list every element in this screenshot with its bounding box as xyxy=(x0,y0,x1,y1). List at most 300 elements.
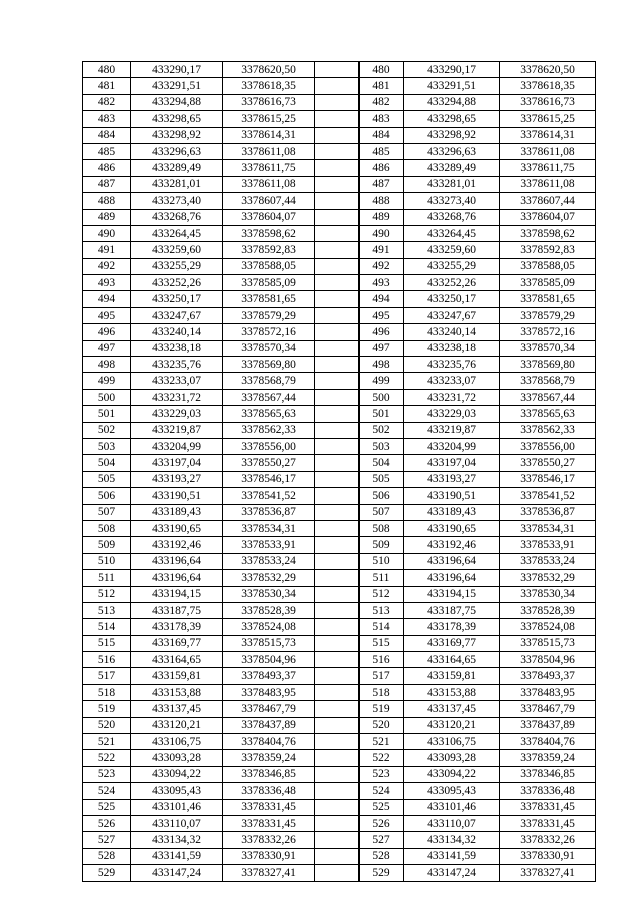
left-x-coordinate-cell: 433094,22 xyxy=(131,766,223,782)
right-point-number-cell: 515 xyxy=(359,635,404,651)
right-y-coordinate-cell: 3378611,08 xyxy=(500,176,596,192)
right-point-number-cell: 527 xyxy=(359,832,404,848)
empty-cell xyxy=(315,520,360,536)
left-y-coordinate-cell: 3378330,91 xyxy=(223,848,315,864)
left-y-coordinate-cell: 3378532,29 xyxy=(223,570,315,586)
right-point-number-cell: 519 xyxy=(359,701,404,717)
left-x-coordinate-cell: 433106,75 xyxy=(131,734,223,750)
left-point-number-cell: 529 xyxy=(83,865,131,881)
table-row xyxy=(359,422,596,438)
right-x-coordinate-cell: 433189,43 xyxy=(404,504,500,520)
left-y-coordinate-cell: 3378336,48 xyxy=(223,783,315,799)
table-row xyxy=(359,750,596,766)
table-row xyxy=(83,570,360,586)
table-row xyxy=(83,389,360,405)
right-x-coordinate-cell: 433178,39 xyxy=(404,619,500,635)
table-row xyxy=(359,258,596,274)
table-row xyxy=(83,766,360,782)
empty-cell xyxy=(315,373,360,389)
table-row xyxy=(359,570,596,586)
table-row xyxy=(359,193,596,209)
left-point-number-cell: 505 xyxy=(83,471,131,487)
right-x-coordinate-cell: 433294,88 xyxy=(404,94,500,110)
right-y-coordinate-cell: 3378524,08 xyxy=(500,619,596,635)
left-point-number-cell: 524 xyxy=(83,783,131,799)
right-point-number-cell: 493 xyxy=(359,275,404,291)
empty-cell xyxy=(315,209,360,225)
left-x-coordinate-cell: 433233,07 xyxy=(131,373,223,389)
right-x-coordinate-cell: 433233,07 xyxy=(404,373,500,389)
right-y-coordinate-cell: 3378404,76 xyxy=(500,734,596,750)
empty-cell xyxy=(315,471,360,487)
right-y-coordinate-cell: 3378536,87 xyxy=(500,504,596,520)
left-x-coordinate-cell: 433219,87 xyxy=(131,422,223,438)
table-row xyxy=(359,734,596,750)
right-y-coordinate-cell: 3378604,07 xyxy=(500,209,596,225)
left-y-coordinate-cell: 3378437,89 xyxy=(223,717,315,733)
right-y-coordinate-cell: 3378579,29 xyxy=(500,307,596,323)
right-x-coordinate-cell: 433264,45 xyxy=(404,225,500,241)
left-y-coordinate-cell: 3378570,34 xyxy=(223,340,315,356)
right-point-number-cell: 504 xyxy=(359,455,404,471)
right-x-coordinate-cell: 433219,87 xyxy=(404,422,500,438)
right-y-coordinate-cell: 3378585,09 xyxy=(500,275,596,291)
right-x-coordinate-cell: 433147,24 xyxy=(404,865,500,881)
right-x-coordinate-cell: 433235,76 xyxy=(404,357,500,373)
table-row xyxy=(359,307,596,323)
right-point-number-cell: 524 xyxy=(359,783,404,799)
right-x-coordinate-cell: 433289,49 xyxy=(404,160,500,176)
left-point-number-cell: 481 xyxy=(83,78,131,94)
right-y-coordinate-cell: 3378533,24 xyxy=(500,553,596,569)
empty-cell xyxy=(315,799,360,815)
left-point-number-cell: 522 xyxy=(83,750,131,766)
right-y-coordinate-cell: 3378528,39 xyxy=(500,602,596,618)
table-row xyxy=(83,799,360,815)
left-point-number-cell: 488 xyxy=(83,193,131,209)
table-row xyxy=(83,701,360,717)
table-row xyxy=(359,619,596,635)
left-point-number-cell: 520 xyxy=(83,717,131,733)
right-point-number-cell: 485 xyxy=(359,143,404,159)
empty-cell xyxy=(315,734,360,750)
right-point-number-cell: 500 xyxy=(359,389,404,405)
left-point-number-cell: 506 xyxy=(83,488,131,504)
table-row xyxy=(359,455,596,471)
empty-cell xyxy=(315,160,360,176)
table-row xyxy=(359,94,596,110)
empty-cell xyxy=(315,258,360,274)
table-row xyxy=(359,865,596,881)
left-point-number-cell: 508 xyxy=(83,520,131,536)
left-x-coordinate-cell: 433197,04 xyxy=(131,455,223,471)
right-y-coordinate-cell: 3378598,62 xyxy=(500,225,596,241)
left-point-number-cell: 528 xyxy=(83,848,131,864)
right-y-coordinate-cell: 3378607,44 xyxy=(500,193,596,209)
empty-cell xyxy=(315,848,360,864)
right-x-coordinate-cell: 433197,04 xyxy=(404,455,500,471)
empty-cell xyxy=(315,422,360,438)
left-point-number-cell: 519 xyxy=(83,701,131,717)
right-point-number-cell: 517 xyxy=(359,668,404,684)
left-y-coordinate-cell: 3378515,73 xyxy=(223,635,315,651)
right-point-number-cell: 483 xyxy=(359,111,404,127)
left-y-coordinate-cell: 3378528,39 xyxy=(223,602,315,618)
right-point-number-cell: 509 xyxy=(359,537,404,553)
left-point-number-cell: 502 xyxy=(83,422,131,438)
left-point-number-cell: 510 xyxy=(83,553,131,569)
left-y-coordinate-cell: 3378569,80 xyxy=(223,357,315,373)
right-point-number-cell: 503 xyxy=(359,438,404,454)
right-x-coordinate-cell: 433110,07 xyxy=(404,815,500,831)
table-row xyxy=(83,652,360,668)
left-point-number-cell: 517 xyxy=(83,668,131,684)
left-y-coordinate-cell: 3378546,17 xyxy=(223,471,315,487)
left-point-number-cell: 483 xyxy=(83,111,131,127)
table-row xyxy=(83,160,360,176)
right-point-number-cell: 490 xyxy=(359,225,404,241)
empty-cell xyxy=(315,438,360,454)
table-row xyxy=(359,488,596,504)
left-y-coordinate-cell: 3378607,44 xyxy=(223,193,315,209)
left-y-coordinate-cell: 3378467,79 xyxy=(223,701,315,717)
left-x-coordinate-cell: 433159,81 xyxy=(131,668,223,684)
left-point-number-cell: 486 xyxy=(83,160,131,176)
left-x-coordinate-cell: 433153,88 xyxy=(131,684,223,700)
left-x-coordinate-cell: 433141,59 xyxy=(131,848,223,864)
coordinates-table-right xyxy=(358,61,596,882)
table-row xyxy=(359,143,596,159)
left-y-coordinate-cell: 3378618,35 xyxy=(223,78,315,94)
left-x-coordinate-cell: 433192,46 xyxy=(131,537,223,553)
left-y-coordinate-cell: 3378536,87 xyxy=(223,504,315,520)
table-row xyxy=(359,406,596,422)
left-point-number-cell: 491 xyxy=(83,242,131,258)
table-row xyxy=(83,783,360,799)
left-point-number-cell: 489 xyxy=(83,209,131,225)
table-row xyxy=(359,717,596,733)
right-x-coordinate-cell: 433093,28 xyxy=(404,750,500,766)
empty-cell xyxy=(315,94,360,110)
left-y-coordinate-cell: 3378550,27 xyxy=(223,455,315,471)
right-x-coordinate-cell: 433190,51 xyxy=(404,488,500,504)
left-x-coordinate-cell: 433291,51 xyxy=(131,78,223,94)
left-x-coordinate-cell: 433252,26 xyxy=(131,275,223,291)
left-point-number-cell: 518 xyxy=(83,684,131,700)
table-row xyxy=(359,553,596,569)
empty-cell xyxy=(315,537,360,553)
right-y-coordinate-cell: 3378336,48 xyxy=(500,783,596,799)
right-point-number-cell: 526 xyxy=(359,815,404,831)
right-point-number-cell: 484 xyxy=(359,127,404,143)
right-x-coordinate-cell: 433196,64 xyxy=(404,553,500,569)
right-point-number-cell: 513 xyxy=(359,602,404,618)
table-row xyxy=(83,422,360,438)
left-point-number-cell: 503 xyxy=(83,438,131,454)
right-y-coordinate-cell: 3378331,45 xyxy=(500,799,596,815)
table-row xyxy=(359,242,596,258)
left-point-number-cell: 504 xyxy=(83,455,131,471)
left-x-coordinate-cell: 433231,72 xyxy=(131,389,223,405)
left-y-coordinate-cell: 3378530,34 xyxy=(223,586,315,602)
left-y-coordinate-cell: 3378579,29 xyxy=(223,307,315,323)
left-y-coordinate-cell: 3378541,52 xyxy=(223,488,315,504)
table-row xyxy=(359,815,596,831)
table-row xyxy=(83,127,360,143)
empty-cell xyxy=(315,684,360,700)
left-x-coordinate-cell: 433240,14 xyxy=(131,324,223,340)
left-point-number-cell: 501 xyxy=(83,406,131,422)
table-row xyxy=(83,258,360,274)
right-y-coordinate-cell: 3378618,35 xyxy=(500,78,596,94)
empty-cell xyxy=(315,488,360,504)
left-x-coordinate-cell: 433190,65 xyxy=(131,520,223,536)
left-y-coordinate-cell: 3378581,65 xyxy=(223,291,315,307)
right-x-coordinate-cell: 433231,72 xyxy=(404,389,500,405)
empty-cell xyxy=(315,111,360,127)
left-y-coordinate-cell: 3378585,09 xyxy=(223,275,315,291)
right-y-coordinate-cell: 3378614,31 xyxy=(500,127,596,143)
left-x-coordinate-cell: 433193,27 xyxy=(131,471,223,487)
right-x-coordinate-cell: 433268,76 xyxy=(404,209,500,225)
table-row xyxy=(359,832,596,848)
left-x-coordinate-cell: 433289,49 xyxy=(131,160,223,176)
left-x-coordinate-cell: 433250,17 xyxy=(131,291,223,307)
left-point-number-cell: 499 xyxy=(83,373,131,389)
left-y-coordinate-cell: 3378483,95 xyxy=(223,684,315,700)
right-point-number-cell: 514 xyxy=(359,619,404,635)
right-y-coordinate-cell: 3378359,24 xyxy=(500,750,596,766)
table-row xyxy=(359,471,596,487)
right-y-coordinate-cell: 3378565,63 xyxy=(500,406,596,422)
right-y-coordinate-cell: 3378568,79 xyxy=(500,373,596,389)
left-y-coordinate-cell: 3378611,08 xyxy=(223,143,315,159)
right-y-coordinate-cell: 3378467,79 xyxy=(500,701,596,717)
right-y-coordinate-cell: 3378616,73 xyxy=(500,94,596,110)
right-point-number-cell: 495 xyxy=(359,307,404,323)
right-x-coordinate-cell: 433229,03 xyxy=(404,406,500,422)
empty-cell xyxy=(315,832,360,848)
left-y-coordinate-cell: 3378614,31 xyxy=(223,127,315,143)
right-point-number-cell: 506 xyxy=(359,488,404,504)
right-x-coordinate-cell: 433190,65 xyxy=(404,520,500,536)
right-point-number-cell: 498 xyxy=(359,357,404,373)
table-row xyxy=(83,438,360,454)
table-row xyxy=(359,635,596,651)
right-point-number-cell: 491 xyxy=(359,242,404,258)
left-x-coordinate-cell: 433194,15 xyxy=(131,586,223,602)
right-point-number-cell: 486 xyxy=(359,160,404,176)
coordinates-table-left xyxy=(82,61,360,882)
table-row xyxy=(83,815,360,831)
left-x-coordinate-cell: 433110,07 xyxy=(131,815,223,831)
right-x-coordinate-cell: 433296,63 xyxy=(404,143,500,159)
left-x-coordinate-cell: 433164,65 xyxy=(131,652,223,668)
right-y-coordinate-cell: 3378611,75 xyxy=(500,160,596,176)
right-point-number-cell: 529 xyxy=(359,865,404,881)
left-x-coordinate-cell: 433264,45 xyxy=(131,225,223,241)
left-y-coordinate-cell: 3378534,31 xyxy=(223,520,315,536)
right-point-number-cell: 502 xyxy=(359,422,404,438)
table-row xyxy=(83,225,360,241)
left-point-number-cell: 515 xyxy=(83,635,131,651)
right-y-coordinate-cell: 3378615,25 xyxy=(500,111,596,127)
table-row xyxy=(359,160,596,176)
table-row xyxy=(83,176,360,192)
empty-cell xyxy=(315,357,360,373)
empty-cell xyxy=(315,193,360,209)
empty-cell xyxy=(315,553,360,569)
left-y-coordinate-cell: 3378598,62 xyxy=(223,225,315,241)
right-point-number-cell: 518 xyxy=(359,684,404,700)
right-y-coordinate-cell: 3378346,85 xyxy=(500,766,596,782)
left-x-coordinate-cell: 433273,40 xyxy=(131,193,223,209)
left-y-coordinate-cell: 3378611,08 xyxy=(223,176,315,192)
empty-cell xyxy=(315,324,360,340)
left-point-number-cell: 525 xyxy=(83,799,131,815)
left-y-coordinate-cell: 3378332,26 xyxy=(223,832,315,848)
left-point-number-cell: 514 xyxy=(83,619,131,635)
table-row xyxy=(83,373,360,389)
right-y-coordinate-cell: 3378570,34 xyxy=(500,340,596,356)
left-x-coordinate-cell: 433229,03 xyxy=(131,406,223,422)
right-x-coordinate-cell: 433298,65 xyxy=(404,111,500,127)
right-x-coordinate-cell: 433187,75 xyxy=(404,602,500,618)
empty-cell xyxy=(315,143,360,159)
right-x-coordinate-cell: 433159,81 xyxy=(404,668,500,684)
right-y-coordinate-cell: 3378330,91 xyxy=(500,848,596,864)
right-point-number-cell: 528 xyxy=(359,848,404,864)
empty-cell xyxy=(315,586,360,602)
table-row xyxy=(359,340,596,356)
right-point-number-cell: 499 xyxy=(359,373,404,389)
right-point-number-cell: 488 xyxy=(359,193,404,209)
left-y-coordinate-cell: 3378568,79 xyxy=(223,373,315,389)
table-row xyxy=(83,291,360,307)
right-x-coordinate-cell: 433298,92 xyxy=(404,127,500,143)
table-row xyxy=(359,504,596,520)
empty-cell xyxy=(315,275,360,291)
empty-cell xyxy=(315,176,360,192)
table-row xyxy=(83,619,360,635)
left-x-coordinate-cell: 433259,60 xyxy=(131,242,223,258)
right-point-number-cell: 520 xyxy=(359,717,404,733)
table-row xyxy=(359,537,596,553)
left-y-coordinate-cell: 3378533,24 xyxy=(223,553,315,569)
table-row xyxy=(83,750,360,766)
right-x-coordinate-cell: 433250,17 xyxy=(404,291,500,307)
table-row xyxy=(83,209,360,225)
right-y-coordinate-cell: 3378533,91 xyxy=(500,537,596,553)
left-x-coordinate-cell: 433190,51 xyxy=(131,488,223,504)
table-row xyxy=(359,520,596,536)
empty-cell xyxy=(315,668,360,684)
left-x-coordinate-cell: 433120,21 xyxy=(131,717,223,733)
right-y-coordinate-cell: 3378327,41 xyxy=(500,865,596,881)
left-x-coordinate-cell: 433204,99 xyxy=(131,438,223,454)
right-x-coordinate-cell: 433094,22 xyxy=(404,766,500,782)
left-point-number-cell: 511 xyxy=(83,570,131,586)
empty-cell xyxy=(315,291,360,307)
right-point-number-cell: 489 xyxy=(359,209,404,225)
left-point-number-cell: 521 xyxy=(83,734,131,750)
right-y-coordinate-cell: 3378562,33 xyxy=(500,422,596,438)
right-y-coordinate-cell: 3378567,44 xyxy=(500,389,596,405)
left-x-coordinate-cell: 433238,18 xyxy=(131,340,223,356)
right-x-coordinate-cell: 433095,43 xyxy=(404,783,500,799)
table-row xyxy=(83,684,360,700)
left-y-coordinate-cell: 3378331,45 xyxy=(223,799,315,815)
table-row xyxy=(359,799,596,815)
table-row xyxy=(359,848,596,864)
left-x-coordinate-cell: 433137,45 xyxy=(131,701,223,717)
left-point-number-cell: 482 xyxy=(83,94,131,110)
left-point-number-cell: 497 xyxy=(83,340,131,356)
table-row xyxy=(83,406,360,422)
left-point-number-cell: 496 xyxy=(83,324,131,340)
right-x-coordinate-cell: 433196,64 xyxy=(404,570,500,586)
right-point-number-cell: 508 xyxy=(359,520,404,536)
table-row xyxy=(83,520,360,536)
table-row xyxy=(83,78,360,94)
left-x-coordinate-cell: 433169,77 xyxy=(131,635,223,651)
right-x-coordinate-cell: 433192,46 xyxy=(404,537,500,553)
left-y-coordinate-cell: 3378592,83 xyxy=(223,242,315,258)
left-point-number-cell: 484 xyxy=(83,127,131,143)
left-y-coordinate-cell: 3378533,91 xyxy=(223,537,315,553)
empty-cell xyxy=(315,225,360,241)
right-x-coordinate-cell: 433240,14 xyxy=(404,324,500,340)
table-row xyxy=(359,766,596,782)
right-point-number-cell: 482 xyxy=(359,94,404,110)
left-y-coordinate-cell: 3378588,05 xyxy=(223,258,315,274)
right-y-coordinate-cell: 3378581,65 xyxy=(500,291,596,307)
left-y-coordinate-cell: 3378565,63 xyxy=(223,406,315,422)
left-y-coordinate-cell: 3378493,37 xyxy=(223,668,315,684)
empty-cell xyxy=(315,635,360,651)
table-row xyxy=(83,94,360,110)
table-row xyxy=(83,717,360,733)
right-x-coordinate-cell: 433291,51 xyxy=(404,78,500,94)
left-y-coordinate-cell: 3378327,41 xyxy=(223,865,315,881)
right-x-coordinate-cell: 433252,26 xyxy=(404,275,500,291)
right-point-number-cell: 512 xyxy=(359,586,404,602)
right-point-number-cell: 480 xyxy=(359,62,404,78)
table-row xyxy=(83,455,360,471)
empty-cell xyxy=(315,389,360,405)
left-y-coordinate-cell: 3378556,00 xyxy=(223,438,315,454)
table-row xyxy=(359,389,596,405)
left-x-coordinate-cell: 433178,39 xyxy=(131,619,223,635)
left-point-number-cell: 493 xyxy=(83,275,131,291)
left-y-coordinate-cell: 3378331,45 xyxy=(223,815,315,831)
right-y-coordinate-cell: 3378515,73 xyxy=(500,635,596,651)
right-y-coordinate-cell: 3378483,95 xyxy=(500,684,596,700)
empty-cell xyxy=(315,62,360,78)
left-point-number-cell: 513 xyxy=(83,602,131,618)
left-x-coordinate-cell: 433247,67 xyxy=(131,307,223,323)
left-point-number-cell: 490 xyxy=(83,225,131,241)
table-row xyxy=(359,783,596,799)
right-y-coordinate-cell: 3378532,29 xyxy=(500,570,596,586)
right-y-coordinate-cell: 3378569,80 xyxy=(500,357,596,373)
empty-cell xyxy=(315,652,360,668)
table-row xyxy=(359,291,596,307)
left-y-coordinate-cell: 3378572,16 xyxy=(223,324,315,340)
table-row xyxy=(83,832,360,848)
empty-cell xyxy=(315,619,360,635)
table-row xyxy=(359,357,596,373)
